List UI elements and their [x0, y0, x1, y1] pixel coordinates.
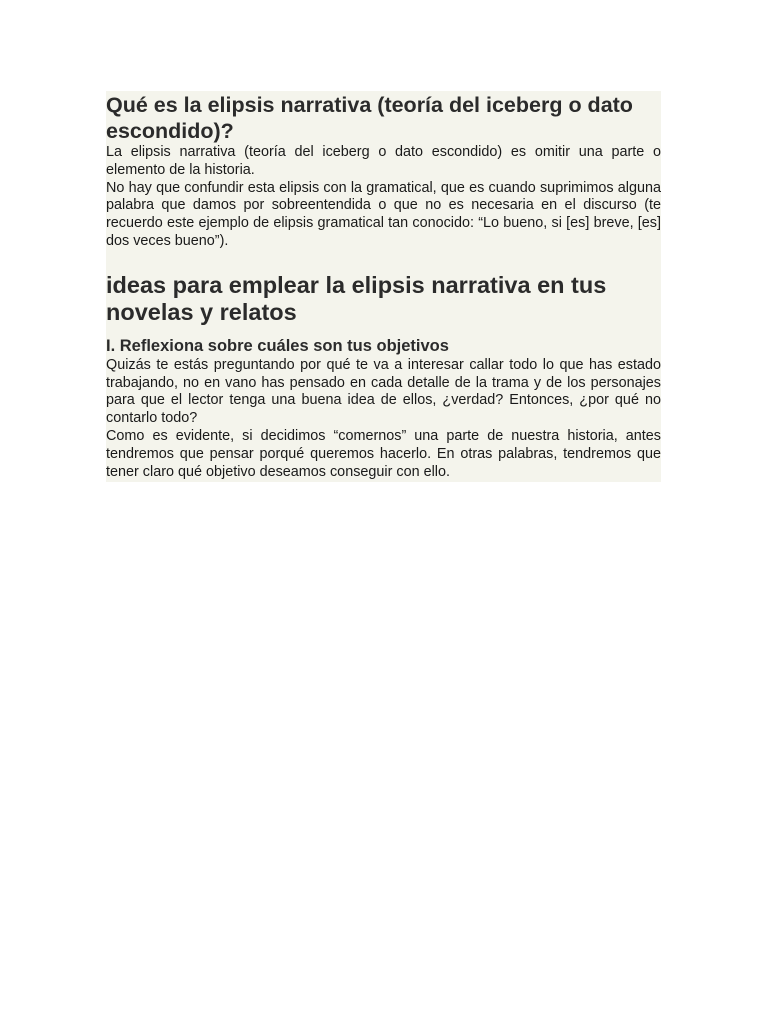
subsection-heading: I. Reflexiona sobre cuáles son tus objetivos: [106, 336, 449, 355]
section-heading: ideas para emplear la elipsis narrativa en tus novelas y relatos: [106, 271, 607, 325]
objectives-paragraph: Quizás te estás preguntando por qué te va a interesar callar todo lo que has estado trabajando, no en vano has pensado en cada detalle de la trama y de los personajes para que el lector tenga una buena idea de ellos, ¿verdad? Entonces, ¿por qué no contarlo todo?: [106, 356, 661, 427]
article-title: Qué es la elipsis narrativa (teoría del iceberg o dato escondido)?: [106, 93, 633, 143]
article-content: [106, 91, 661, 482]
intro-paragraph: La elipsis narrativa (teoría del iceberg o dato escondido) es omitir una parte o elemento de la historia.: [106, 144, 661, 178]
reasoning-paragraph: Como es evidente, si decidimos “comernos” una parte de nuestra historia, antes tendremos que pensar porqué queremos hacerlo. En otras palabras, tendremos que tener claro qué objetivo deseamos conseguir con ello.: [106, 427, 661, 480]
grammar-ellipsis-paragraph: No hay que confundir esta elipsis con la gramatical, que es cuando suprimimos alguna palabra que damos por sobreentendida o que no es necesaria en el discurso (te recuerdo este ejemplo de elipsis gramatical tan conocido: “Lo bueno, si [es] breve, [es] dos veces bueno”).: [106, 179, 661, 249]
